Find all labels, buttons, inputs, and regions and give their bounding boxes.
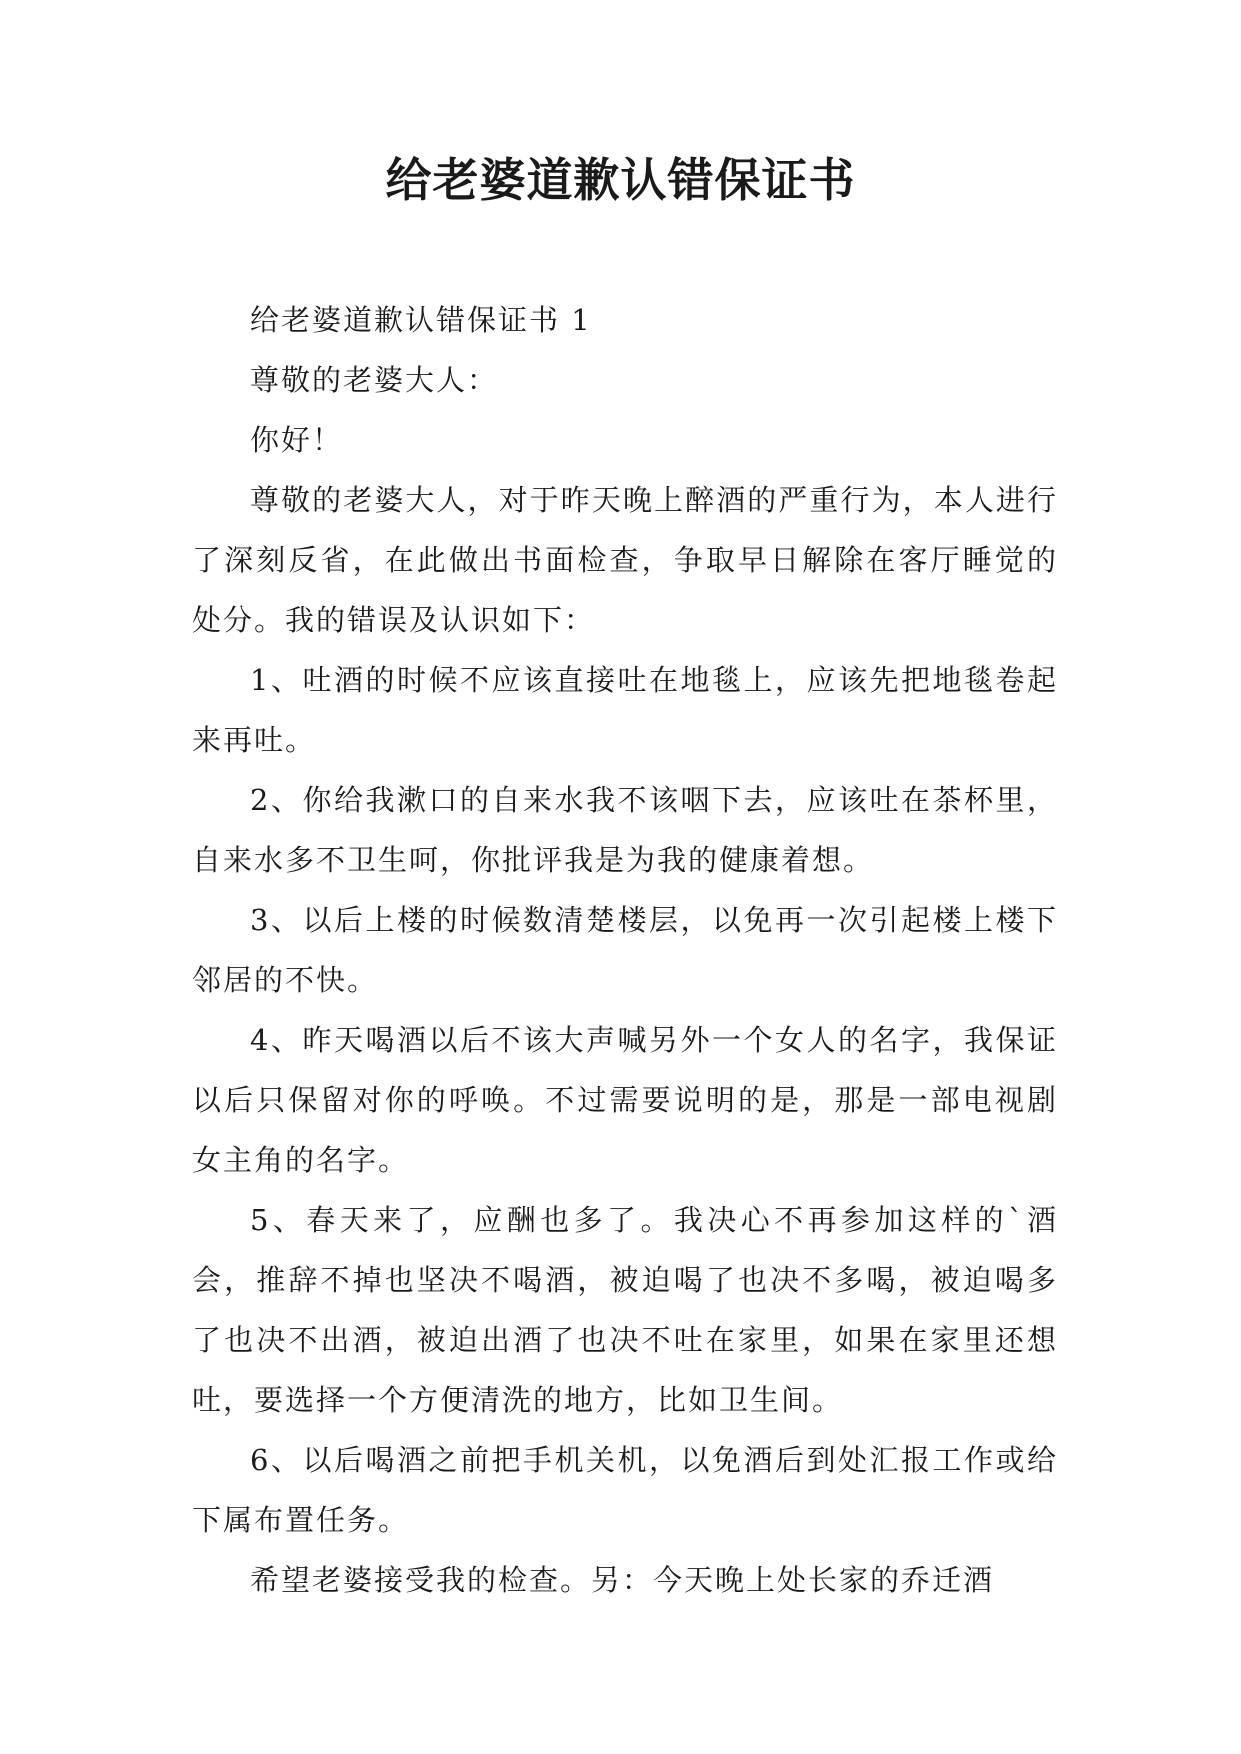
document-title: 给老婆道歉认错保证书	[385, 153, 856, 207]
item-2: 2、你给我漱口的自来水我不该咽下去，应该吐在茶杯里，自来水多不卫生呵，你批评我是为我的健康着想。	[192, 783, 1058, 877]
item-3: 3、以后上楼的时候数清楚楼层，以免再一次引起楼上楼下邻居的不快。	[192, 903, 1058, 997]
greeting: 你好！	[250, 423, 344, 457]
item-5: 5、春天来了，应酬也多了。我决心不再参加这样的`酒会，推辞不掉也坚决不喝酒，被迫喝了也决不多喝，被迫喝多了也决不出酒，被迫出酒了也决不吐在家里，如果在家里还想吐，要选择一个方便清洗的地方，比如卫生间。	[192, 1203, 1058, 1417]
intro-paragraph: 尊敬的老婆大人，对于昨天晚上醉酒的严重行为，本人进行了深刻反省，在此做出书面检查，争取早日解除在客厅睡觉的处分。我的错误及认识如下：	[192, 483, 1058, 637]
salutation: 尊敬的老婆大人：	[250, 363, 499, 397]
document-body	[192, 290, 1058, 1610]
item-6: 6、以后喝酒之前把手机关机，以免酒后到处汇报工作或给下属布置任务。	[192, 1443, 1058, 1537]
item-1: 1、吐酒的时候不应该直接吐在地毯上，应该先把地毯卷起来再吐。	[192, 663, 1058, 757]
closing-paragraph: 希望老婆接受我的检查。另：今天晚上处长家的乔迁酒	[250, 1563, 995, 1597]
heading-line: 给老婆道歉认错保证书 1	[250, 303, 592, 337]
item-4: 4、昨天喝酒以后不该大声喊另外一个女人的名字，我保证以后只保留对你的呼唤。不过需要说明的是，那是一部电视剧女主角的名字。	[192, 1023, 1058, 1177]
